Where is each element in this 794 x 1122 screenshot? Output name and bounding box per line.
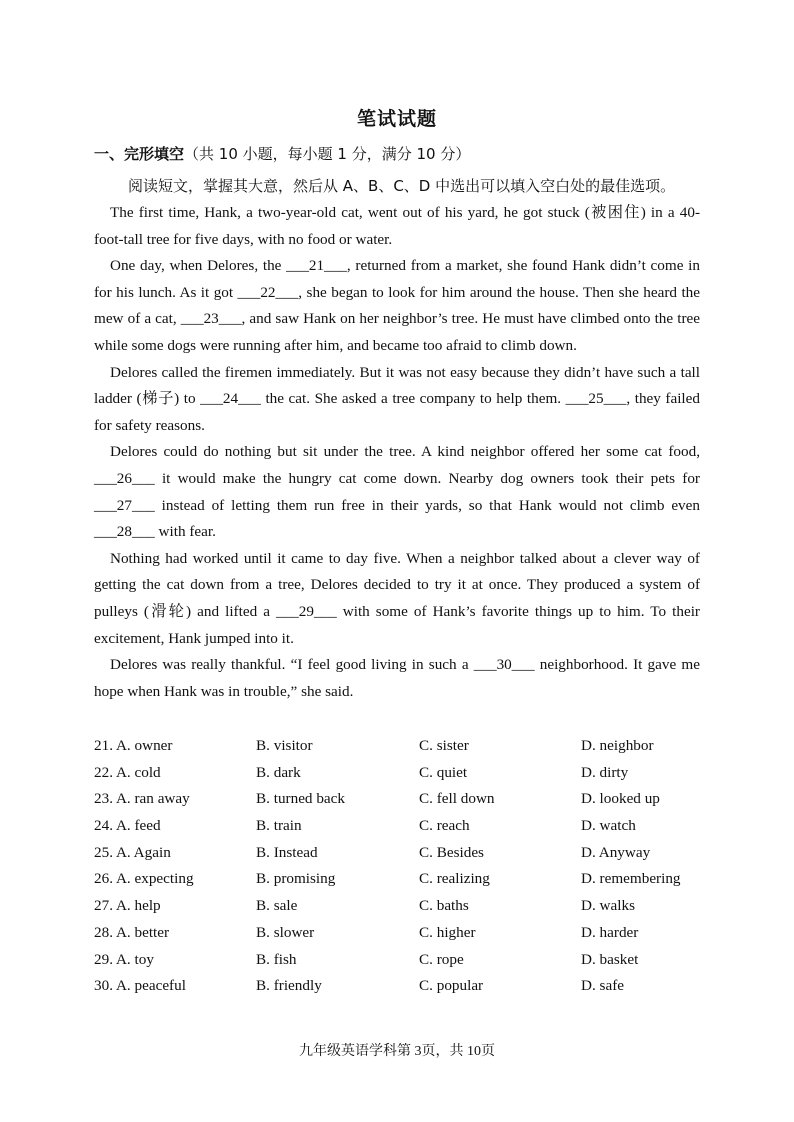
question-row-24 — [94, 813, 700, 840]
passage-paragraph-3 — [94, 360, 700, 440]
option-c: C. rope — [419, 950, 464, 968]
option-d: D. remembering — [581, 870, 681, 888]
blank-23: ___23___ — [180, 310, 242, 328]
option-c: C. higher — [419, 923, 476, 941]
blank-28: ___28___ — [94, 523, 155, 541]
section-instruction: 阅读短文，掌握其大意，然后从 A、B、C、D 中选出可以填入空白处的最佳选项。 — [128, 177, 676, 195]
question-row-27 — [94, 893, 700, 920]
text-run: with fear. — [154, 523, 216, 541]
text-run: Delores was really thankful. “I feel good living in such a — [110, 656, 474, 674]
option-c: C. baths — [419, 897, 469, 915]
option-d: D. neighbor — [581, 737, 654, 754]
option-b: B. visitor — [256, 737, 313, 754]
option-c: C. Besides — [419, 843, 484, 861]
option-a: 27. A. help — [94, 897, 161, 915]
option-a: 21. A. owner — [94, 737, 173, 754]
option-d: D. walks — [581, 897, 635, 915]
option-c: C. fell down — [419, 790, 495, 808]
option-b: B. slower — [256, 923, 315, 941]
option-c: C. popular — [419, 977, 484, 995]
option-b: B. Instead — [256, 843, 318, 861]
question-row-23 — [94, 786, 700, 813]
passage-paragraph-2 — [94, 253, 700, 359]
blank-25: ___25___ — [565, 390, 627, 408]
section-heading-label: 一、完形填空 — [94, 145, 185, 163]
option-d: D. basket — [581, 950, 639, 968]
option-d: D. looked up — [581, 790, 660, 808]
passage-paragraph-1: The first time, Hank, a two-year-old cat, went out of his yard, he got stuck (被困住) in a 40-foot-tall tree for five days, with no food or water. — [94, 204, 700, 248]
section-heading-scoring: （共 10 小题，每小题 1 分，满分 10 分） — [184, 145, 471, 163]
option-b: B. fish — [256, 950, 297, 968]
question-row-22 — [94, 760, 700, 787]
question-row-26 — [94, 866, 700, 893]
passage-paragraph-4 — [94, 439, 700, 545]
option-d: D. Anyway — [581, 843, 651, 861]
text-run: Delores could do nothing but sit under the tree. A kind neighbor offered her some cat food, — [110, 443, 700, 461]
option-a: 25. A. Again — [94, 843, 171, 861]
passage-paragraph-5 — [94, 546, 700, 652]
text-run: it would make the hungry cat come down. Nearby dog owners took their pets for — [154, 469, 700, 487]
option-a: 26. A. expecting — [94, 870, 194, 888]
text-run: , she began to look for him around the house. Then she heard the mew of a cat, — [94, 283, 700, 328]
cloze-passage — [94, 200, 700, 705]
text-run: neighborhood. It gave me hope when Hank was in trouble,” she said. — [94, 656, 700, 700]
option-d: D. harder — [581, 923, 639, 941]
option-d: D. watch — [581, 817, 636, 835]
blank-26: ___26___ — [94, 469, 155, 487]
option-b: B. train — [256, 817, 302, 835]
blank-22: ___22___ — [237, 283, 299, 301]
question-row-21 — [94, 733, 700, 760]
option-c: C. realizing — [419, 870, 490, 888]
option-b: B. promising — [256, 870, 336, 888]
option-b: B. dark — [256, 763, 301, 781]
blank-21: ___21___ — [286, 257, 347, 275]
option-a: 30. A. peaceful — [94, 977, 186, 995]
option-c: C. quiet — [419, 763, 468, 781]
page-title: 笔试试题 — [356, 108, 437, 130]
text-run: , they failed for safety reasons. — [94, 390, 700, 434]
option-c: C. sister — [419, 737, 469, 754]
blank-30: ___30___ — [473, 656, 535, 674]
text-run: Nothing had worked until it came to day five. When a neighbor talked about a clever way of getting the cat down from a tree, Delores decided to try it at once. They produced a system of pulleys (滑轮) and lifted a — [94, 549, 700, 620]
option-b: B. friendly — [256, 977, 322, 995]
text-run: the cat. She asked a tree company to help them. — [260, 390, 566, 408]
question-row-25 — [94, 840, 700, 867]
option-a: 29. A. toy — [94, 950, 154, 968]
option-d: D. dirty — [581, 763, 629, 781]
answer-options — [94, 733, 700, 1000]
blank-24: ___24___ — [200, 390, 261, 408]
option-a: 22. A. cold — [94, 763, 161, 781]
page-footer: 九年级英语学科第 3页，共 10页 — [299, 1044, 495, 1059]
option-d: D. safe — [581, 977, 625, 995]
passage-paragraph-6 — [94, 652, 700, 705]
question-row-28 — [94, 920, 700, 947]
blank-29: ___29___ — [275, 602, 337, 620]
option-a: 23. A. ran away — [94, 790, 190, 808]
text-run: , and saw Hank on her neighbor’s tree. He must have climbed onto the tree while some dogs were running after him, and became too afraid to climb down. — [94, 310, 700, 354]
blank-27: ___27___ — [94, 496, 155, 514]
option-b: B. turned back — [256, 790, 345, 808]
text-run: One day, when Delores, the — [110, 257, 287, 275]
text-run: instead of letting them run free in their yards, so that Hank would not climb even — [154, 496, 700, 514]
text-run: , returned from a market, she found Hank didn’t come in for his lunch. As it got — [94, 257, 700, 301]
text-run: Delores called the firemen immediately. But it was not easy because they didn’t have such a tall ladder (梯子) to — [94, 363, 700, 408]
section-heading — [94, 143, 470, 164]
question-row-29 — [94, 947, 700, 974]
text-run: with some of Hank’s favorite things up to him. To their excitement, Hank jumped into it. — [94, 602, 700, 647]
option-a: 28. A. better — [94, 923, 170, 941]
question-row-30 — [94, 973, 700, 1000]
option-b: B. sale — [256, 897, 298, 915]
option-c: C. reach — [419, 817, 470, 835]
option-a: 24. A. feed — [94, 817, 161, 835]
